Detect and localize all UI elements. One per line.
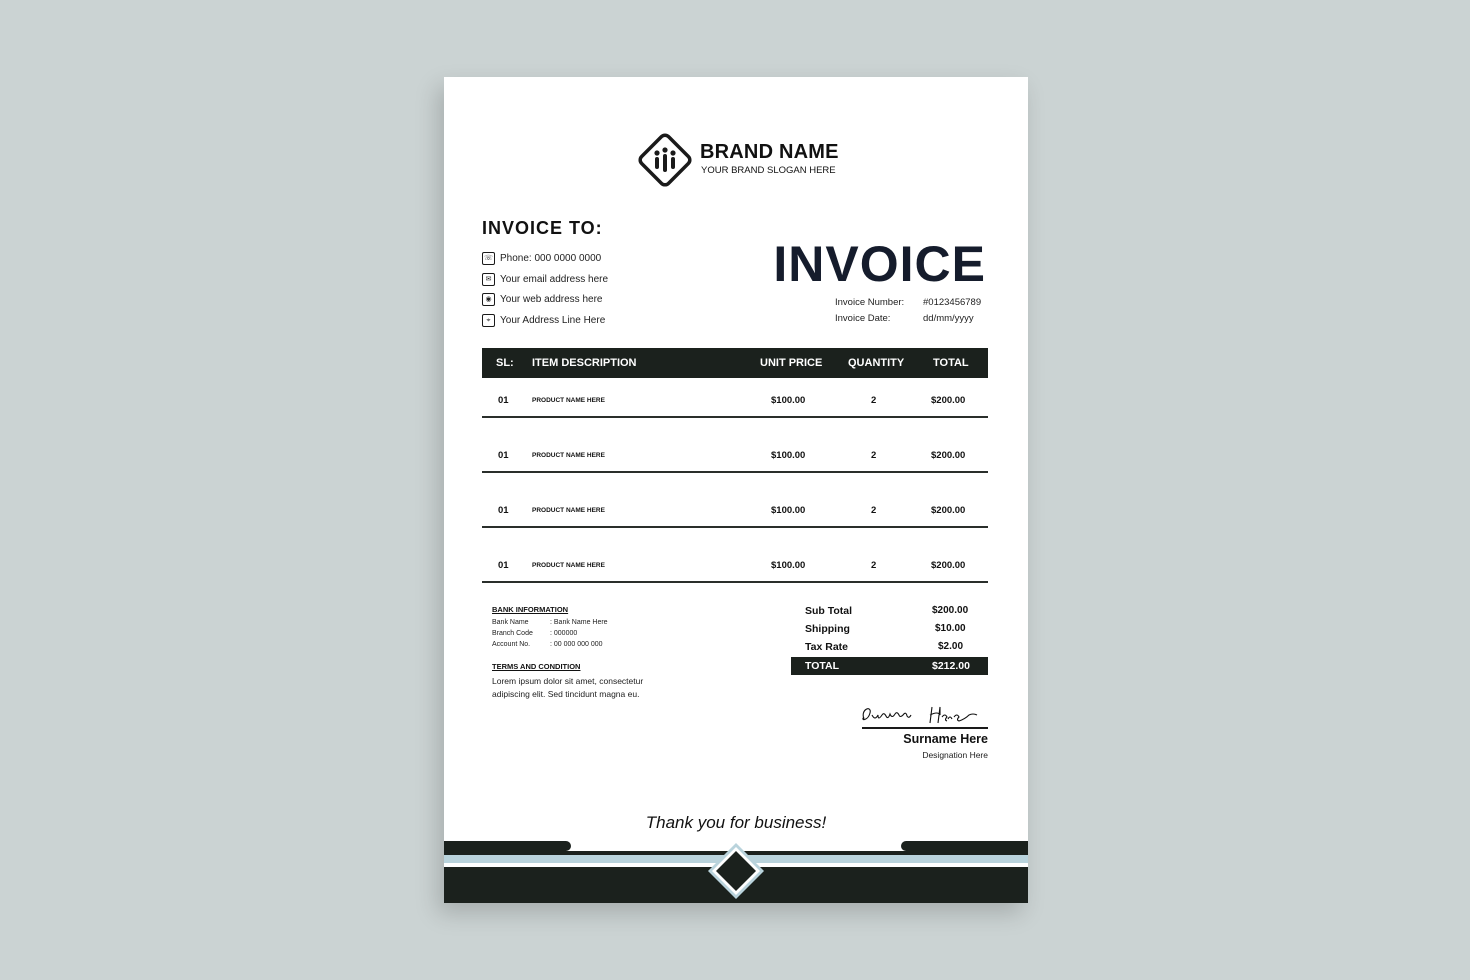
row-sl: 01	[498, 450, 509, 461]
account-no-row	[492, 641, 603, 648]
bank-name-row	[492, 619, 608, 626]
invoice-sheet	[444, 77, 1028, 903]
total-value: $212.00	[932, 660, 970, 672]
thank-you-message: Thank you for business!	[645, 813, 827, 832]
row-unit-price: $100.00	[771, 395, 806, 406]
brand-name: BRAND NAME	[700, 141, 839, 163]
row-divider	[482, 581, 988, 583]
location-icon: ⌖	[482, 314, 495, 327]
row-unit-price: $100.00	[771, 560, 806, 571]
terms-text: Lorem ipsum dolor sit amet, consectetur adipiscing elit. Sed tincidunt magna eu.	[492, 676, 644, 699]
row-unit-price: $100.00	[771, 505, 806, 516]
invoice-title: INVOICE	[773, 236, 986, 292]
branch-code-value: : 000000	[550, 630, 578, 637]
row-sl: 01	[498, 560, 509, 571]
header-sl: SL:	[496, 357, 514, 369]
table-row	[482, 395, 988, 415]
handwritten-signature	[858, 697, 988, 729]
branch-code-key: Branch Code	[492, 630, 533, 637]
row-description: PRODUCT NAME HERE	[532, 397, 605, 404]
account-no-key: Account No.	[492, 641, 531, 648]
row-description: PRODUCT NAME HERE	[532, 507, 605, 514]
contact-phone	[482, 252, 601, 265]
row-description: PRODUCT NAME HERE	[532, 452, 605, 459]
bank-name-value: : Bank Name Here	[550, 619, 608, 626]
row-divider	[482, 416, 988, 418]
header-description: ITEM DESCRIPTION	[532, 357, 637, 369]
shipping-value: $10.00	[935, 623, 966, 634]
invoice-date-value: dd/mm/yyyy	[923, 313, 974, 324]
signatory-name: Surname Here	[903, 732, 988, 746]
branch-code-row	[492, 630, 577, 637]
tax-rate-label: Tax Rate	[805, 641, 848, 653]
email-icon: ✉	[482, 273, 495, 286]
contact-address	[482, 314, 605, 327]
contact-phone-text: Phone: 000 0000 0000	[500, 253, 602, 264]
header-unit-price: UNIT PRICE	[760, 357, 823, 369]
table-row	[482, 450, 988, 470]
total-bar	[791, 657, 988, 675]
row-quantity: 2	[871, 395, 877, 406]
row-quantity: 2	[871, 560, 877, 571]
contact-web	[482, 293, 602, 306]
phone-icon: ☏	[482, 252, 495, 265]
header-total: TOTAL	[933, 357, 969, 369]
row-description: PRODUCT NAME HERE	[532, 562, 605, 569]
row-quantity: 2	[871, 450, 877, 461]
bank-info-heading: BANK INFORMATION	[492, 605, 569, 614]
table-row	[482, 505, 988, 525]
contact-email-text: Your email address here	[500, 274, 609, 285]
row-total: $200.00	[931, 395, 966, 406]
terms-heading: TERMS AND CONDITION	[492, 662, 581, 671]
tax-rate-value: $2.00	[938, 641, 964, 652]
signature-line	[862, 727, 988, 729]
invoice-number-label: Invoice Number:	[835, 297, 905, 308]
shipping-label: Shipping	[805, 623, 850, 635]
row-total: $200.00	[931, 560, 966, 571]
subtotal-label: Sub Total	[805, 605, 853, 617]
row-quantity: 2	[871, 505, 877, 516]
subtotal-value: $200.00	[932, 605, 969, 616]
row-sl: 01	[498, 395, 509, 406]
footer-decoration	[444, 839, 1028, 903]
bank-name-key: Bank Name	[492, 619, 529, 626]
row-total: $200.00	[931, 505, 966, 516]
brand-slogan: YOUR BRAND SLOGAN HERE	[701, 165, 836, 176]
total-label: TOTAL	[805, 660, 840, 672]
table-header	[482, 348, 988, 378]
web-icon: ◉	[482, 293, 495, 306]
signatory-designation: Designation Here	[922, 750, 988, 760]
invoice-date-label: Invoice Date:	[835, 313, 891, 324]
table-row	[482, 560, 988, 580]
contact-web-text: Your web address here	[500, 294, 603, 305]
invoice-number-value: #0123456789	[923, 297, 982, 308]
header-quantity: QUANTITY	[848, 357, 905, 369]
row-divider	[482, 526, 988, 528]
contact-email	[482, 273, 608, 286]
invoice-to-heading: INVOICE TO:	[482, 218, 603, 238]
row-unit-price: $100.00	[771, 450, 806, 461]
row-divider	[482, 471, 988, 473]
row-total: $200.00	[931, 450, 966, 461]
row-sl: 01	[498, 505, 509, 516]
contact-address-text: Your Address Line Here	[500, 315, 606, 326]
account-no-value: : 00 000 000 000	[550, 641, 603, 648]
brand-logo-icon	[634, 129, 696, 191]
